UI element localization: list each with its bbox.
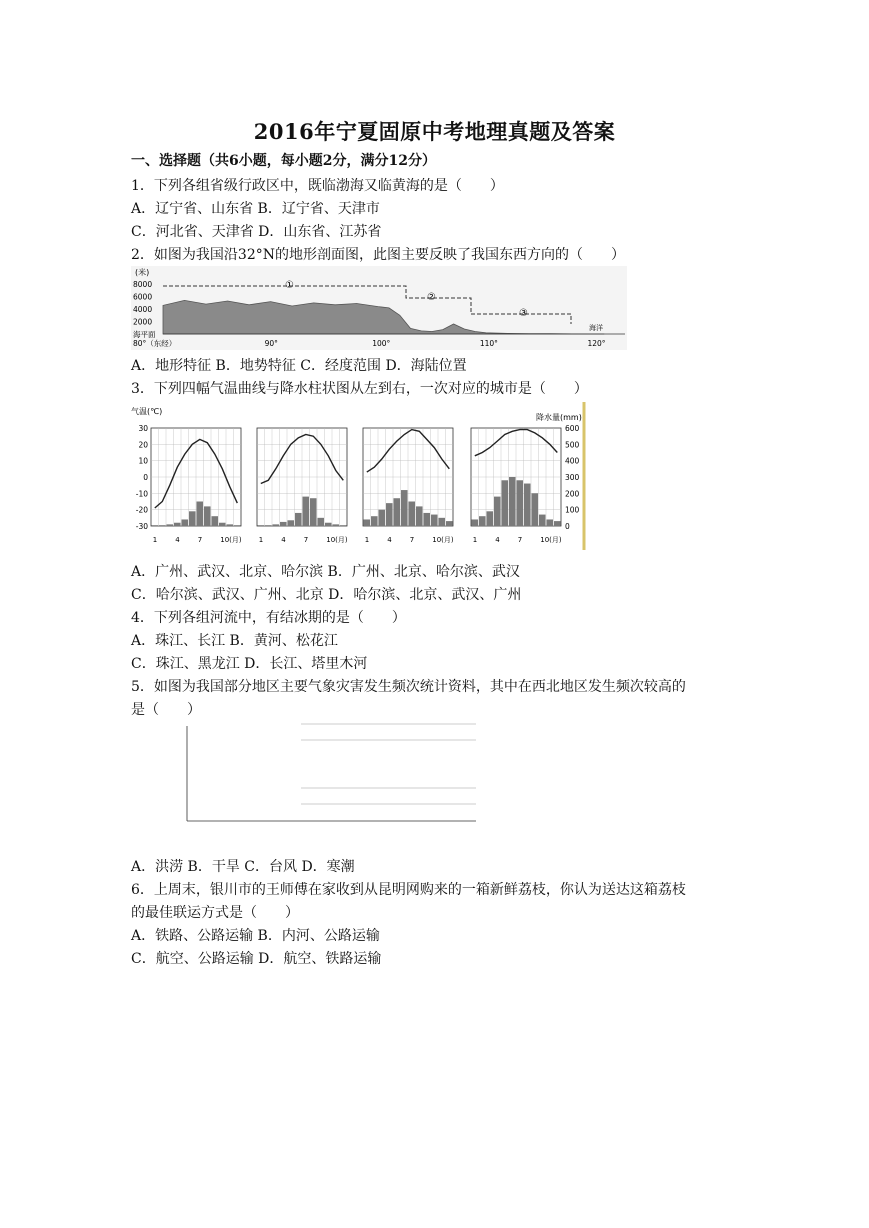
precipitation-bar xyxy=(182,519,189,526)
month-tick-label: 4 xyxy=(175,536,180,544)
month-tick-label: 7 xyxy=(517,536,523,544)
month-tick-label: 10(月) xyxy=(540,536,562,544)
precipitation-bar xyxy=(446,521,453,526)
question-6-stem-line2: 的最佳联运方式是（ ） xyxy=(131,905,299,921)
month-tick-label: 10(月) xyxy=(432,536,454,544)
terrain-y-tick-label: 海平面 xyxy=(133,330,156,339)
question-1-options-cd: C．河北省、天津省 D．山东省、江苏省 xyxy=(131,224,382,240)
precipitation-tick-label: 300 xyxy=(565,473,580,482)
precipitation-bar xyxy=(409,502,416,527)
precipitation-bar xyxy=(159,525,166,526)
precipitation-tick-label: 0 xyxy=(565,522,570,531)
month-tick-label: 4 xyxy=(281,536,286,544)
terrain-unit-label: (米) xyxy=(135,268,150,277)
question-6-options-ab: A．铁路、公路运输 B．内河、公路运输 xyxy=(131,928,380,944)
precipitation-bar xyxy=(189,511,196,526)
precipitation-bar xyxy=(340,525,347,526)
page-title: 2016年宁夏固原中考地理真题及答案 xyxy=(253,119,616,144)
temperature-tick-label: 30 xyxy=(138,424,148,433)
month-tick-label: 1 xyxy=(472,536,478,544)
climate-panel-4 xyxy=(471,428,562,544)
month-tick-label: 1 xyxy=(152,536,158,544)
precipitation-tick-label: 100 xyxy=(565,505,580,515)
precipitation-bar xyxy=(379,510,386,526)
question-5-options: A．洪涝 B．干旱 C．台风 D．寒潮 xyxy=(131,859,355,875)
precipitation-bar xyxy=(487,511,494,526)
month-tick-label: 1 xyxy=(364,536,370,544)
section-heading: 一、选择题（共6小题，每小题2分，满分12分） xyxy=(131,153,436,169)
question-4-stem: 4．下列各组河流中，有结冰期的是（ ） xyxy=(131,610,406,626)
terrain-step-3-label: ③ xyxy=(519,308,528,319)
month-tick-label: 7 xyxy=(197,536,203,544)
precipitation-bar xyxy=(310,498,317,526)
terrain-x-tick-label: 80°（东经） xyxy=(133,339,177,348)
precipitation-bar xyxy=(532,493,539,526)
question-4-options-ab: A．珠江、长江 B．黄河、松花江 xyxy=(131,633,338,649)
terrain-step-1-label: ① xyxy=(285,280,294,291)
precipitation-tick-label: 600 xyxy=(565,424,580,433)
terrain-x-tick-label: 100° xyxy=(372,339,391,348)
terrain-profile-figure xyxy=(131,266,627,350)
precipitation-bar xyxy=(167,524,174,526)
terrain-y-tick-label: 8000 xyxy=(133,280,153,290)
precipitation-bar xyxy=(539,515,546,526)
precipitation-bar xyxy=(509,477,516,526)
question-6-stem-line1: 6．上周末，银川市的王师傅在家收到从昆明网购来的一箱新鲜荔枝，你认为送达这箱荔枝 xyxy=(131,882,686,898)
precipitation-bar xyxy=(479,516,486,526)
temperature-tick-label: -20 xyxy=(135,505,148,515)
climate-charts-figure xyxy=(131,402,586,550)
question-1-options-ab: A．辽宁省、山东省 B．辽宁省、天津市 xyxy=(131,201,380,217)
precipitation-bar xyxy=(265,525,272,526)
precipitation-bar xyxy=(547,519,554,526)
precipitation-axis-label: 降水量(mm) xyxy=(536,413,582,422)
precipitation-bar xyxy=(212,516,219,526)
question-5-stem-line2: 是（ ） xyxy=(131,702,201,718)
precipitation-bar xyxy=(472,519,479,526)
month-tick-label: 4 xyxy=(495,536,500,544)
precipitation-bar xyxy=(303,497,310,526)
precipitation-bar xyxy=(325,523,332,526)
precipitation-bar xyxy=(219,523,226,526)
terrain-y-tick-label: 4000 xyxy=(133,305,153,315)
precipitation-bar xyxy=(333,524,340,526)
question-2-stem: 2．如图为我国沿32°N的地形剖面图，此图主要反映了我国东西方向的（ ） xyxy=(131,247,625,263)
climate-panel-2 xyxy=(257,428,348,544)
precipitation-bar xyxy=(371,516,378,526)
month-tick-label: 7 xyxy=(303,536,309,544)
precipitation-bar xyxy=(295,513,302,526)
temperature-tick-label: 20 xyxy=(138,440,148,450)
precipitation-bar xyxy=(502,480,509,526)
terrain-sea-label: 海洋 xyxy=(589,324,603,332)
question-2-options: A．地形特征 B．地势特征 C．经度范围 D．海陆位置 xyxy=(131,358,467,374)
precipitation-bar xyxy=(394,498,401,526)
question-4-options-cd: C．珠江、黑龙江 D．长江、塔里木河 xyxy=(131,656,368,672)
month-tick-label: 7 xyxy=(409,536,415,544)
precipitation-bar xyxy=(554,521,561,526)
terrain-x-tick-label: 110° xyxy=(479,339,498,348)
month-tick-label: 10(月) xyxy=(326,536,348,544)
question-3-options-ab: A．广州、武汉、北京、哈尔滨 B．广州、北京、哈尔滨、武汉 xyxy=(131,564,520,580)
precipitation-tick-label: 400 xyxy=(565,456,580,466)
precipitation-bar xyxy=(439,518,446,526)
precipitation-bar xyxy=(288,520,295,526)
month-tick-label: 4 xyxy=(387,536,392,544)
precipitation-bar xyxy=(494,497,501,526)
precipitation-bar xyxy=(197,502,204,527)
precipitation-bar xyxy=(280,522,287,526)
climate-panel-3 xyxy=(363,428,454,544)
precipitation-bar xyxy=(227,524,234,526)
month-tick-label: 10(月) xyxy=(220,536,242,544)
terrain-x-tick-label: 120° xyxy=(587,339,606,348)
precipitation-bar xyxy=(273,524,280,526)
temperature-tick-label: 0 xyxy=(143,473,148,482)
precipitation-tick-label: 200 xyxy=(565,489,580,499)
terrain-y-tick-label: 6000 xyxy=(133,292,153,302)
precipitation-bar xyxy=(234,525,241,526)
precipitation-bar xyxy=(386,503,393,526)
precipitation-bar xyxy=(416,506,423,526)
precipitation-bar xyxy=(401,490,408,526)
precipitation-bar xyxy=(431,515,438,526)
question-6-options-cd: C．航空、公路运输 D．航空、铁路运输 xyxy=(131,951,382,967)
precipitation-bar xyxy=(174,523,181,526)
question-5-stem-line1: 5．如图为我国部分地区主要气象灾害发生频次统计资料，其中在西北地区发生频次较高的 xyxy=(131,679,686,695)
precipitation-bar xyxy=(258,525,265,526)
question-3-stem: 3．下列四幅气温曲线与降水柱状图从左到右，一次对应的城市是（ ） xyxy=(131,381,588,397)
disaster-frequency-figure xyxy=(131,720,481,844)
temperature-axis-label: 气温(℃) xyxy=(131,407,163,416)
terrain-x-tick-label: 90° xyxy=(264,339,278,348)
precipitation-tick-label: 500 xyxy=(565,440,580,450)
temperature-tick-label: -10 xyxy=(135,489,148,499)
precipitation-bar xyxy=(424,513,431,526)
precipitation-bar xyxy=(364,519,371,526)
question-1-stem: 1．下列各组省级行政区中，既临渤海又临黄海的是（ ） xyxy=(131,178,504,194)
temperature-tick-label: 10 xyxy=(138,456,148,466)
precipitation-bar xyxy=(524,484,531,526)
temperature-tick-label: -30 xyxy=(135,522,148,531)
terrain-y-tick-label: 2000 xyxy=(133,317,153,327)
question-3-options-cd: C．哈尔滨、武汉、广州、北京 D．哈尔滨、北京、武汉、广州 xyxy=(131,587,522,603)
terrain-step-2-label: ② xyxy=(427,292,436,303)
precipitation-bar xyxy=(517,480,524,526)
climate-panel-1 xyxy=(151,428,242,544)
precipitation-bar xyxy=(318,518,325,526)
month-tick-label: 1 xyxy=(258,536,264,544)
precipitation-bar xyxy=(204,506,211,526)
precipitation-bar xyxy=(152,525,159,526)
